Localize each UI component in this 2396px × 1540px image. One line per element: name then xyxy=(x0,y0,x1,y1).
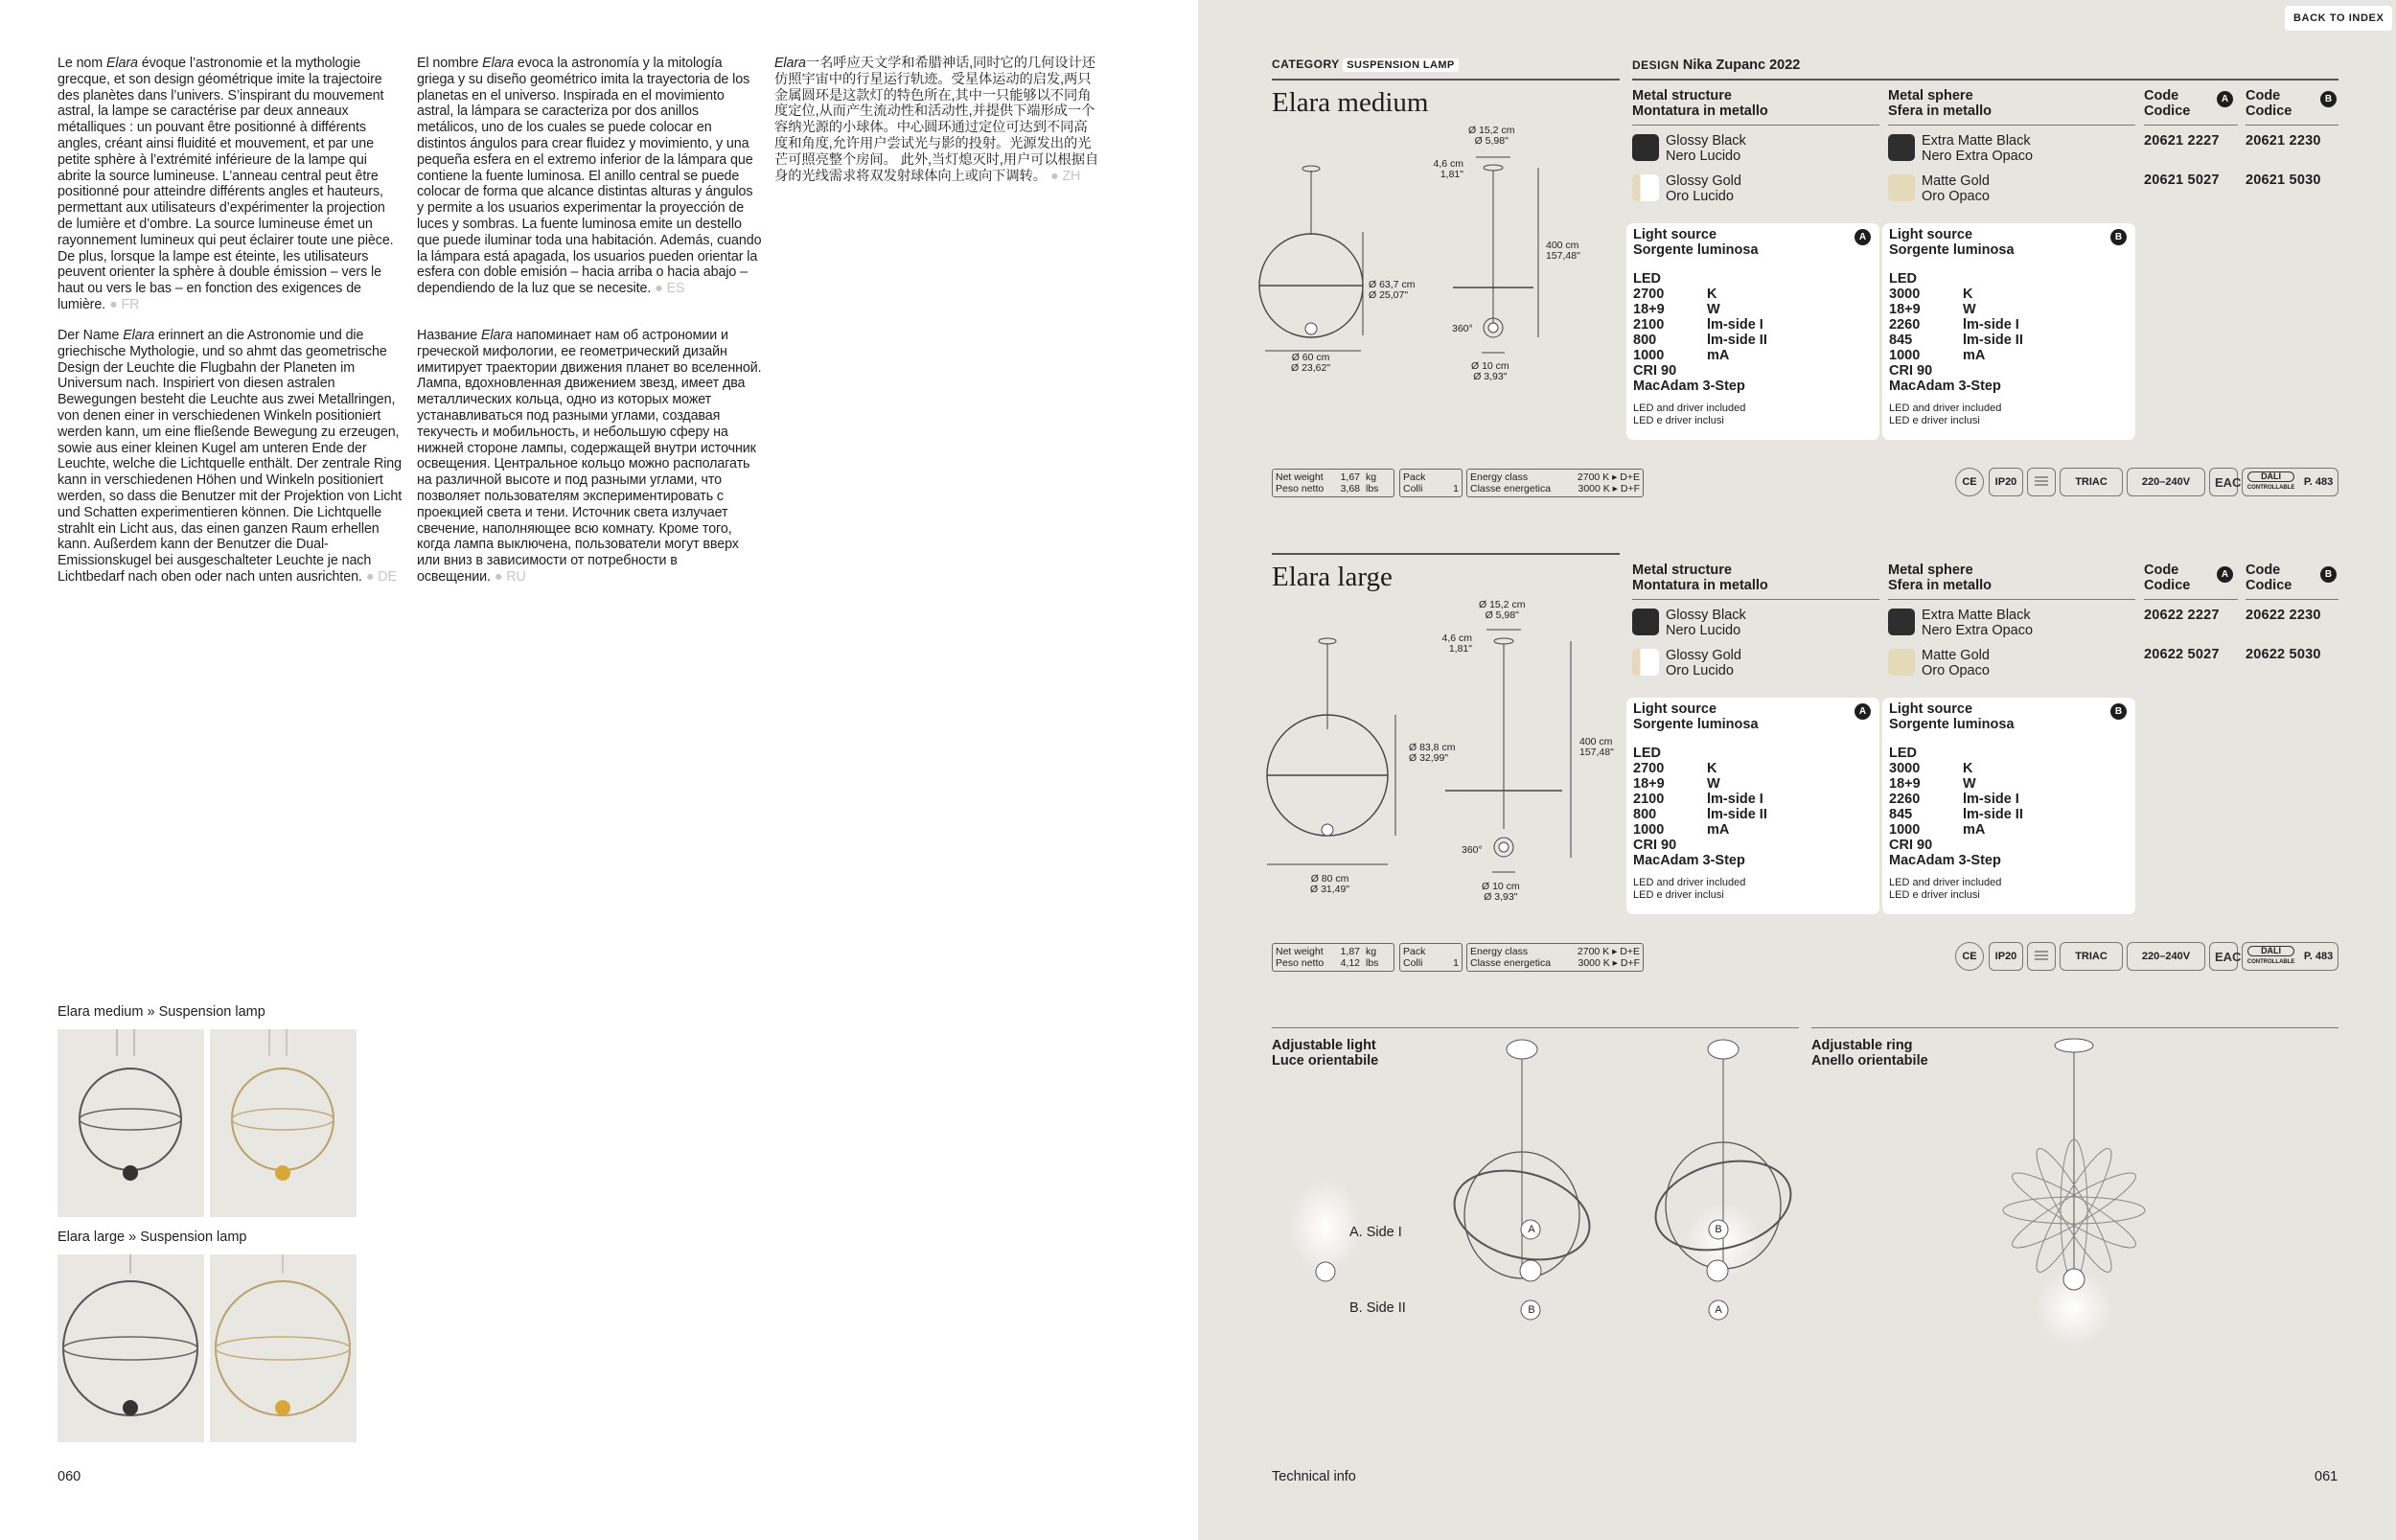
energy-box-medium: Energy class 2700 K ▸ D+E Classe energetica 3000 K ▸ D+F xyxy=(1466,469,1644,497)
finish-glossy-gold: Glossy Gold Oro Lucido xyxy=(1666,173,1741,204)
adjustable-ring-diagram xyxy=(1984,1030,2223,1346)
finish-extra-matte-black: Extra Matte Black Nero Extra Opaco xyxy=(1922,133,2034,164)
dim-canopyh-medium: 4,6 cm 1,81" xyxy=(1433,158,1463,180)
light-card-medium-b: Light source Sorgente luminosa B LED 3000 K 18+9 W 2260 lm-side I 845 lm-side II 1000 mA CRI 90 MacAdam 3-Step LED and driver included LED e driver inclusi xyxy=(1882,223,2135,440)
finish-glossy-black-large: Glossy Black Nero Lucido xyxy=(1666,608,1746,638)
dim-height-large: 400 cm 157,48" xyxy=(1579,736,1614,758)
text-ru: Название Elara напоминает нам об астрономии и греческой мифологии, ее геометрический дизайн имитирует траектории движения планет во вселенной. Лампа, вдохновленная движением звезд, имеет два металлических кольца, одно из которых может устанавливаться под разными углами, создавая текучесть и мобильность, и небольшую сферу на нижней стороне лампы, содержащей внутри источник освещения. Центральное кольцо можно располагать на различной высоте и под разными углами, что позволяет пользователям экспериментировать с проекцией света и тени. Источник света излучает свечение, наполняющее всю комнату. Кроме того, когда лампа выключена, пользователи могут вверх или вниз в зависимости от потребности в освещении. ● RU xyxy=(417,328,762,585)
photo-large-black xyxy=(58,1254,204,1442)
marker-a-1: A xyxy=(1528,1224,1535,1235)
header-code-b-large: Code Codice xyxy=(2246,563,2292,593)
dali-icon: DALI CONTROLLABLE P. 483 xyxy=(2242,468,2338,496)
header-code-b: Code Codice xyxy=(2246,88,2292,119)
light-card-medium-a: Light source Sorgente luminosa A LED 2700 K 18+9 W 2100 lm-side I 800 lm-side II 1000 mA CRI 90 MacAdam 3-Step LED and driver included LED e driver inclusi xyxy=(1626,223,1879,440)
code-large-gold-a: 20622 5027 xyxy=(2144,647,2220,662)
marker-a-2: A xyxy=(1715,1304,1722,1316)
weight-box-large: Net weight 1,87 kg Peso netto 4,12 lbs xyxy=(1272,943,1394,972)
marker-b-2: B xyxy=(1715,1224,1722,1235)
technical-info-label: Technical info xyxy=(1272,1469,1356,1484)
category-pill: SUSPENSION LAMP xyxy=(1343,58,1458,72)
svg-text:EAC: EAC xyxy=(2215,950,2242,964)
light-card-large-b: Light source Sorgente luminosa B LED 3000 K 18+9 W 2260 lm-side I 845 lm-side II 1000 mA CRI 90 MacAdam 3-Step LED and driver included LED e driver inclusi xyxy=(1882,698,2135,914)
bulb-class-icon xyxy=(2027,468,2056,496)
swatch-glossy-gold xyxy=(1632,174,1659,201)
light-card-large-a: Light source Sorgente luminosa A LED 2700 K 18+9 W 2100 lm-side I 800 lm-side II 1000 mA CRI 90 MacAdam 3-Step LED and driver included LED e driver inclusi xyxy=(1626,698,1879,914)
header-sphere: Metal sphere Sfera in metallo xyxy=(1888,88,1992,119)
bulb-class-icon-large xyxy=(2027,942,2056,971)
dim-sphere-large: Ø 10 cm Ø 3,93" xyxy=(1482,881,1520,903)
badge-a: A xyxy=(2217,91,2233,107)
swatch-glossy-black xyxy=(1632,134,1659,161)
text-zh: Elara一名呼应天文学和希腊神话,同时它的几何设计还仿照宇宙中的行星运行轨迹。受星体运动的启发,两只金属圆环是这款灯的特色所在,其中一只能够以不同角度定位,从而产生流动性和活动性,并提供下端形成一个容纳光源的小球体。中心圆环通过定位可达到不同高度和角度,允许用户尝试光与影的投射。光源发出的光芒可照亮整个房间。 此外,当灯熄灭时,用户可以根据自身的光线需求将双发射球体向上或向下调转。 ● ZH xyxy=(774,56,1099,184)
code-large-black-a: 20622 2227 xyxy=(2144,608,2220,623)
dim-rotation-large: 360° xyxy=(1462,844,1483,856)
photo-large-gold xyxy=(210,1254,357,1442)
marker-b-1: B xyxy=(1528,1304,1535,1316)
finish-extra-matte-black-large: Extra Matte Black Nero Extra Opaco xyxy=(1922,608,2034,638)
finish-matte-gold: Matte Gold Oro Opaco xyxy=(1922,173,1990,204)
dim-rotation-medium: 360° xyxy=(1452,323,1473,334)
badge-b-large: B xyxy=(2320,566,2337,583)
back-to-index-button[interactable]: BACK TO INDEX xyxy=(2285,6,2392,31)
swatch-extra-matte-black xyxy=(1888,134,1915,161)
swatch-matte-gold-large xyxy=(1888,649,1915,676)
dim-width-large: Ø 80 cm Ø 31,49" xyxy=(1310,873,1350,895)
eac-icon xyxy=(2209,468,2242,496)
header-structure-large: Metal structure Montatura in metallo xyxy=(1632,563,1768,593)
ip-rating-icon-large: IP20 xyxy=(1989,942,2023,971)
dim-canopy-large: Ø 15,2 cm Ø 5,98" xyxy=(1479,599,1526,621)
page-number-right: 061 xyxy=(2315,1469,2338,1484)
dim-width-medium: Ø 60 cm Ø 23,62" xyxy=(1291,352,1331,374)
code-medium-gold-b: 20621 5030 xyxy=(2246,172,2321,188)
swatch-extra-matte-black-large xyxy=(1888,609,1915,635)
adjustable-light-label: Adjustable light Luce orientabile xyxy=(1272,1038,1379,1069)
ce-icon-large: CE xyxy=(1955,942,1984,971)
adjustable-light-diagram xyxy=(1265,1030,1802,1346)
swatch-glossy-gold-large xyxy=(1632,649,1659,676)
finish-matte-gold-large: Matte Gold Oro Opaco xyxy=(1922,648,1990,678)
weight-box-medium: Net weight 1,67 kg Peso netto 3,68 lbs xyxy=(1272,469,1394,497)
side-2-label: B. Side II xyxy=(1349,1300,1406,1316)
header-sphere-large: Metal sphere Sfera in metallo xyxy=(1888,563,1992,593)
triac-icon: TRIAC xyxy=(2060,468,2123,496)
ip-rating-icon: IP20 xyxy=(1989,468,2023,496)
product-title-medium: Elara medium xyxy=(1272,87,1429,118)
text-de: Der Name Elara erinnert an die Astronomie und die griechische Mythologie, und so ahmt das geometrische Design der Leuchte die Flugbahn der Planeten im Universum nach. Inspiriert von diesen astralen Bewegungen besteht die Leuchte aus zwei Metallringen, von denen einer in verschiedenen Winkeln positioniert werden kann, um eine fließende Bewegung zu erzeugen, sowie aus einer kleinen Kugel am unteren Ende der Leuchte, welche die Lichtquelle enthält. Der zentrale Ring kann in verschiedenen Höhen und Winkeln positioniert werden, so dass die Benutzer mit der Projektion von Licht und Schatten experimentieren können. Die Lichtquelle strahlt ein Licht aus, das einen ganzen Raum erhellen kann. Außerdem kann der Benutzer die Dual-Emissionskugel bei ausgeschalteter Leuchte je nach Lichtbedarf nach oben oder nach unten ausrichten. ● DE xyxy=(58,328,403,585)
product-title-large: Elara large xyxy=(1272,562,1393,592)
svg-text:EAC: EAC xyxy=(2215,475,2242,490)
text-fr: Le nom Elara évoque l’astronomie et la mythologie grecque, et son design géométrique imite la trajectoire des planètes dans l’univers. S’inspirant du mouvement astral, la lampe se caractérise par deux anneaux métalliques : un pouvant être positionné à différents angles, créant ainsi fluidité et mouvement, et par une petite sphère à l’extrémité inférieure de la lampe qui abrite la source lumineuse. L’anneau central peut être positionné pour atteindre différents angles et hauteurs, permettant aux utilisateurs d’expérimenter la projection de lumière et d’ombre. La source lumineuse émet un rayonnement lumineux qui peut éclairer toute une pièce. De plus, lorsque la lampe est éteinte, les utilisateurs peuvent orienter la sphère à double émission – vers le haut ou vers le bas – en fonction des exigences de lumière. ● FR xyxy=(58,56,394,312)
dim-height-medium: 400 cm 157,48" xyxy=(1546,240,1580,262)
header-structure: Metal structure Montatura in metallo xyxy=(1632,88,1768,119)
code-large-black-b: 20622 2230 xyxy=(2246,608,2321,623)
finish-glossy-gold-large: Glossy Gold Oro Lucido xyxy=(1666,648,1741,678)
triac-icon-large: TRIAC xyxy=(2060,942,2123,971)
design-credit: DESIGN Nika Zupanc 2022 xyxy=(1632,57,1801,73)
caption-large: Elara large » Suspension lamp xyxy=(58,1230,247,1245)
side-1-label: A. Side I xyxy=(1349,1225,1402,1240)
code-large-gold-b: 20622 5030 xyxy=(2246,647,2321,662)
voltage-icon-large: 220–240V xyxy=(2127,942,2205,971)
ce-icon: CE xyxy=(1955,468,1984,496)
code-medium-black-a: 20621 2227 xyxy=(2144,133,2220,149)
energy-box-large: Energy class 2700 K ▸ D+E Classe energetica 3000 K ▸ D+F xyxy=(1466,943,1644,972)
page-number-left: 060 xyxy=(58,1469,81,1484)
dim-ring-large: Ø 83,8 cm Ø 32,99" xyxy=(1409,742,1456,764)
dim-canopy-medium: Ø 15,2 cm Ø 5,98" xyxy=(1468,125,1515,147)
header-code-a-large: Code Codice xyxy=(2144,563,2191,593)
text-es: El nombre Elara evoca la astronomía y la mitología griega y su diseño geométrico imita la trayectoria de los planetas en el universo. Inspirada en el movimiento astral, la lámpara se caracteriza por dos anillos metálicos, uno de los cuales se puede colocar en distintos ángulos para crear fluidez y movimiento, y una pequeña esfera en el extremo inferior de la lámpara que contiene la fuente luminosa. El anillo central se puede colocar de forma que alcance distintas alturas y ángulos y permite a los usuarios experimentar la proyección de luces y sombras. La fuente luminosa emite un destello que puede iluminar toda una habitación. Además, cuando la lámpara está apagada, los usuarios pueden orientar la esfera con doble emisión – hacia arriba o hacia abajo – dependiendo de la luz que se necesite. ● ES xyxy=(417,56,762,297)
voltage-icon: 220–240V xyxy=(2127,468,2205,496)
badge-a-large: A xyxy=(2217,566,2233,583)
finish-glossy-black: Glossy Black Nero Lucido xyxy=(1666,133,1746,164)
dim-sphere-medium: Ø 10 cm Ø 3,93" xyxy=(1471,360,1509,382)
photo-medium-gold xyxy=(210,1029,357,1217)
adjustable-ring-label: Adjustable ring Anello orientabile xyxy=(1811,1038,1928,1069)
eac-icon-large xyxy=(2209,942,2242,971)
swatch-matte-gold xyxy=(1888,174,1915,201)
swatch-glossy-black-large xyxy=(1632,609,1659,635)
header-code-a: Code Codice xyxy=(2144,88,2191,119)
code-medium-black-b: 20621 2230 xyxy=(2246,133,2321,149)
pack-box-medium: Pack Colli 1 xyxy=(1399,469,1463,497)
caption-medium: Elara medium » Suspension lamp xyxy=(58,1004,265,1020)
pack-box-large: Pack Colli 1 xyxy=(1399,943,1463,972)
dim-canopyh-large: 4,6 cm 1,81" xyxy=(1441,632,1472,655)
code-medium-gold-a: 20621 5027 xyxy=(2144,172,2220,188)
category-label: CATEGORY SUSPENSION LAMP xyxy=(1272,57,1459,72)
photo-medium-black xyxy=(58,1029,204,1217)
badge-b: B xyxy=(2320,91,2337,107)
dim-ring-medium: Ø 63,7 cm Ø 25,07" xyxy=(1369,279,1416,301)
dali-icon-large: DALI CONTROLLABLE P. 483 xyxy=(2242,942,2338,971)
